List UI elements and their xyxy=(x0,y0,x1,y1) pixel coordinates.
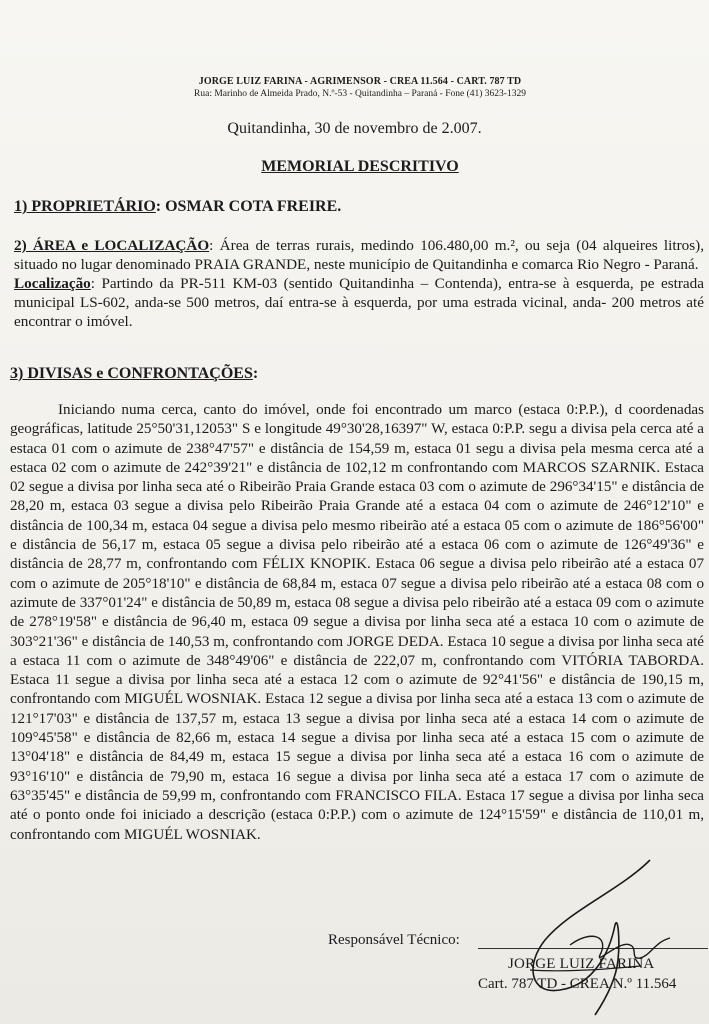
letterhead xyxy=(100,76,620,99)
area-text: : Área de terras rurais, medindo 106.480,00 m.², ou seja (04 alqueires litros), situado no lugar denominado PRAIA GRANDE, neste município de Quitandinha e comarca Rio Negro - Paraná. xyxy=(14,237,704,273)
owner-label: 1) PROPRIETÁRIO xyxy=(14,198,156,215)
owner-value: : OSMAR COTA FREIRE. xyxy=(155,198,342,215)
responsible-label: Responsável Técnico: xyxy=(328,932,460,948)
signer-credentials: Cart. 787 TD - CREA N.º 11.564 xyxy=(478,976,677,992)
section-boundaries-heading xyxy=(10,365,258,383)
boundaries-text: Iniciando numa cerca, canto do imóvel, onde foi encontrado um marco (estaca 0:P.P.), d coordenadas geográficas, latitude 25°50'31,12053" S e longitude 49°30'28,16397" W, estaca 0:P.P. segu a divisa pela cerca até a estaca 01 com o azimute de 238°47'57" e distância de 154,59 m, estaca 01 segu a divisa pela mesma cerca até a estaca 02 com o azimute de 242°39'21" e distância de 102,12 m confrontando com MARCOS SZARNIK. Estaca 02 segue a divisa por linha seca até o Ribeirão Praia Grande estaca 03 com o azimute de 296°34'15" e distância de 28,20 m, estaca 03 segue a divisa pelo Ribeirão Praia Grande até a estaca 04 com o azimute de 246°12'10" e distância de 100,34 m, estaca 04 segue a divisa pelo mesmo ribeirão até a estaca 05 com o azimute de 186°56'00" e distância de 56,17 m, estaca 05 segue a divisa pelo ribeirão até a estaca 06 com o azimute de 126°49'36" e distância de 28,77 m, confrontando com FÉLIX KNOPIK. Estaca 06 segue a divisa pelo ribeirão até a estaca 07 com o azimute de 205°18'10" e distância de 68,84 m, estaca 07 segue a divisa pelo ribeirão até a estaca 08 com o azimute de 337°01'24" e distância de 50,89 m, estaca 08 segue a divisa pelo ribeirão até a estaca 09 com o azimute de 278°19'58" e distância de 96,40 m, estaca 09 segue a divisa por linha seca até a estaca 10 com o azimute de 303°21'36" e distância de 140,53 m, confrontando com JORGE DEDA. Estaca 10 segue a divisa por linha seca até a estaca 11 com o azimute de 348°49'06" e distância de 222,07 m, confrontando com VITÓRIA TABORDA. Estaca 11 segue a divisa por linha seca até a estaca 12 com o azimute de 92°41'56" e distância de 190,15 m, confrontando com MIGUÉL WOSNIAK. Estaca 12 segue a divisa por linha seca até a estaca 13 com o azimute de 121°17'03" e distância de 137,57 m, estaca 13 segue a divisa por linha seca até a estaca 14 com o azimute de 109°45'58" e distância de 82,66 m, estaca 14 segue a divisa por linha seca até a estaca 15 com o azimute de 13°04'18" e distância de 84,49 m, estaca 15 segue a divisa por linha seca até a estaca 16 com o azimute de 93°16'10" e distância de 79,90 m, estaca 16 segue a divisa por linha seca até a estaca 17 com o azimute de 63°35'45" e distância de 59,99 m, confrontando com FRANCISCO FILA. Estaca 17 segue a divisa por linha seca até o ponto onde foi iniciado a descrição (estaca 0:P.P.) com o azimute de 124°15'59" e distância de 110,01 m, confrontando com MIGUÉL WOSNIAK. xyxy=(10,402,704,843)
letterhead-address: Rua: Marinho de Almeida Prado, N.º-53 - Quitandinha – Paraná - Fone (41) 3623-1329 xyxy=(194,89,526,99)
document-date: Quitandinha, 30 de novembro de 2.007. xyxy=(227,120,482,137)
section-owner xyxy=(14,198,341,216)
area-label: 2) ÁREA e LOCALIZAÇÃO xyxy=(14,237,210,254)
location-label: Localização xyxy=(14,275,91,292)
letterhead-name: JORGE LUIZ FARINA - AGRIMENSOR - CREA 11.564 - CART. 787 TD xyxy=(198,76,522,87)
boundaries-label: 3) DIVISAS e CONFRONTAÇÕES xyxy=(10,365,253,382)
handwritten-signature xyxy=(500,820,700,1024)
section-area-location xyxy=(14,236,704,331)
boundaries-text-block xyxy=(10,401,704,845)
boundaries-suffix: : xyxy=(252,365,259,382)
signer-name: JORGE LUIZ FARINA xyxy=(508,956,655,972)
document-title: MEMORIAL DESCRITIVO xyxy=(261,158,459,175)
location-text: : Partindo da PR-511 KM-03 (sentido Quitandinha – Contenda), entra-se à esquerda, pe estrada municipal LS-602, anda-se 500 metros, daí entra-se à esquerda, por uma estrada vicinal, anda- 200 metros até encontrar o imóvel. xyxy=(14,275,704,330)
